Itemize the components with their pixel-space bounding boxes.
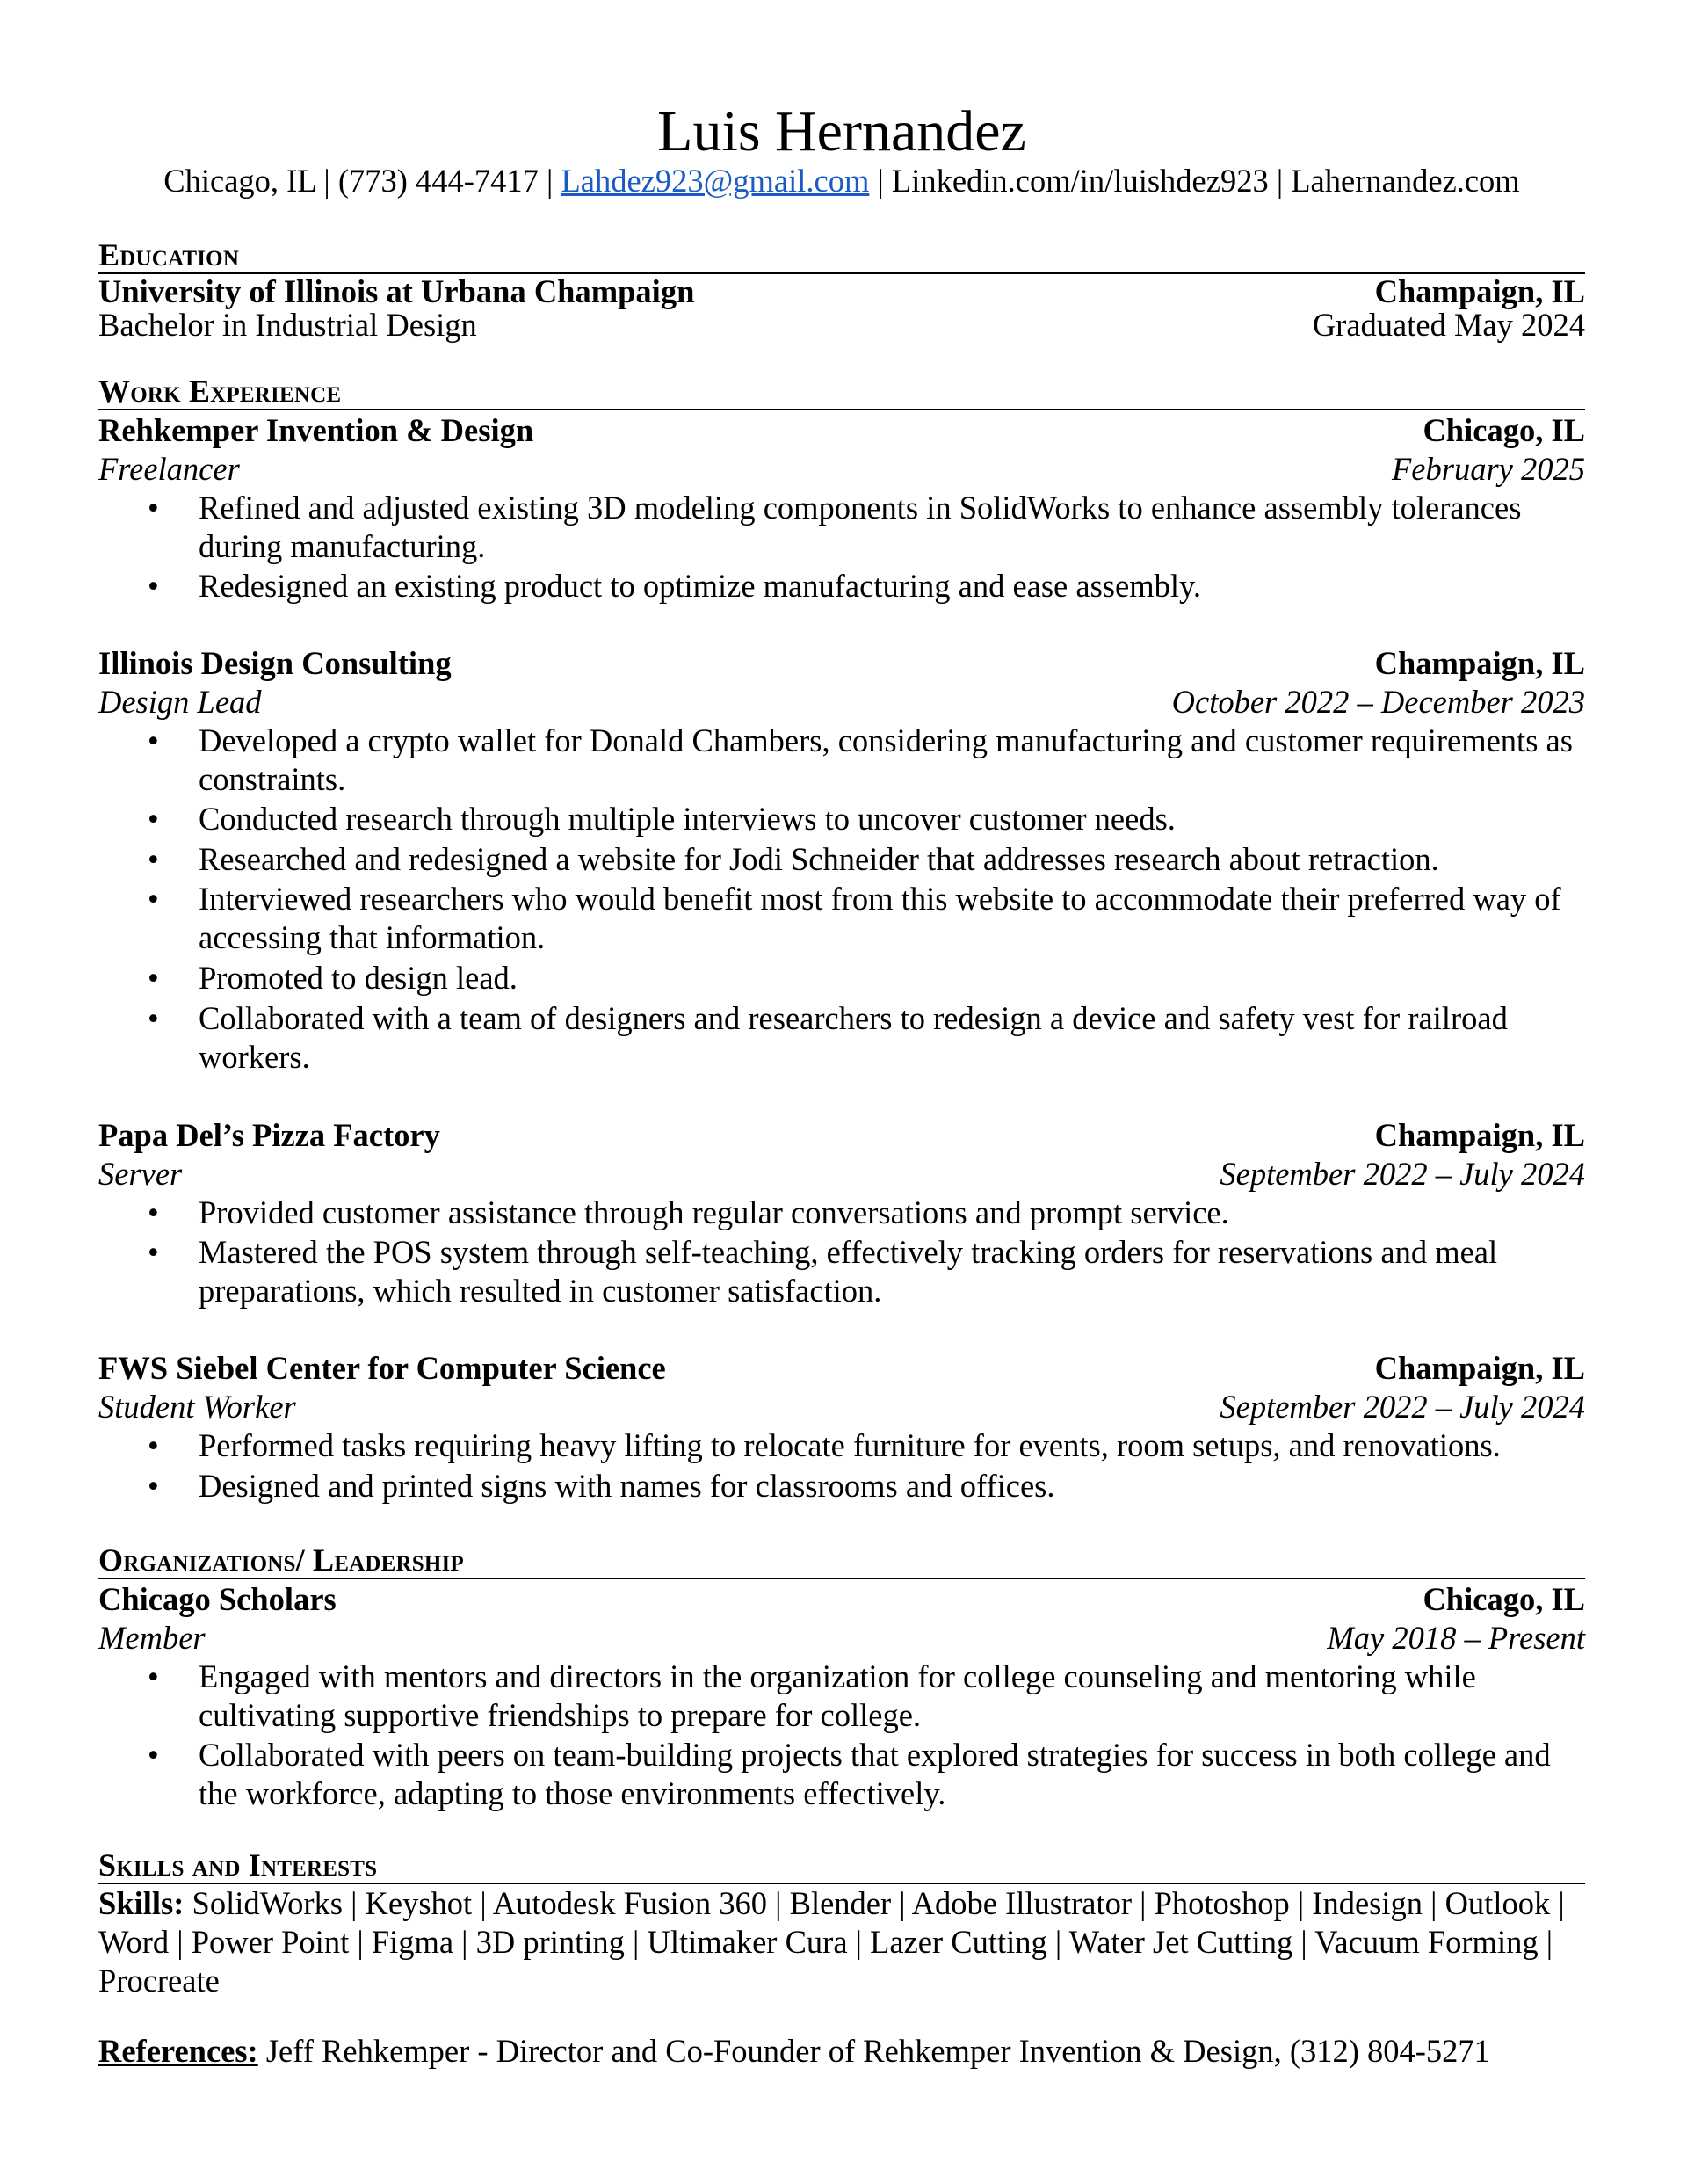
job-header (98, 1116, 1585, 1155)
bullet-text: Redesigned an existing product to optimize manufacturing and ease assembly. (199, 568, 1201, 604)
bullet-icon: • (148, 1427, 159, 1463)
job-role: Design Lead (98, 684, 262, 720)
bullet-icon: • (148, 1468, 159, 1504)
bullet-icon: • (148, 722, 159, 758)
org-role: Member (98, 1620, 206, 1656)
bullet-text: Mastered the POS system through self-teaching, effectively tracking orders for reservations and meal preparations, which resulted in customer satisfaction. (199, 1234, 1498, 1309)
bullet-text: Provided customer assistance through regular conversations and prompt service. (199, 1194, 1229, 1230)
work-heading: Work Experience (98, 374, 1585, 410)
education-heading: Education (98, 237, 1585, 274)
skills-text (98, 1884, 1585, 2000)
organizations-heading: Organizations/ Leadership (98, 1542, 1585, 1579)
job-role: Student Worker (98, 1389, 296, 1425)
references-line (98, 2032, 1585, 2071)
bullet-icon: • (148, 881, 159, 917)
bullet-icon: • (148, 1234, 159, 1270)
bullet-icon: • (148, 490, 159, 526)
bullet-icon: • (148, 568, 159, 604)
skills-label: Skills: (98, 1885, 185, 1921)
bullet-icon: • (148, 841, 159, 877)
org-name: Chicago Scholars (98, 1581, 337, 1617)
job-date: October 2022 – December 2023 (1171, 684, 1585, 720)
school-name: University of Illinois at Urbana Champaign (98, 273, 695, 309)
job-header (98, 644, 1585, 683)
email-link[interactable]: Lahdez923@gmail.com (561, 163, 870, 199)
graduation-date: Graduated May 2024 (1312, 307, 1585, 343)
job-org: Rehkemper Invention & Design (98, 412, 534, 448)
skills-heading: Skills and Interests (98, 1847, 1585, 1884)
job-header (98, 411, 1585, 450)
job-date: September 2022 – July 2024 (1220, 1156, 1585, 1192)
degree-row (98, 306, 1585, 345)
org-role-row (98, 1619, 1585, 1658)
job-date: September 2022 – July 2024 (1220, 1389, 1585, 1425)
bullet-icon: • (148, 960, 159, 996)
bullet-text: Interviewed researchers who would benefit most from this website to accommodate their preferred way of accessing that information. (199, 881, 1561, 955)
job-location: Champaign, IL (1374, 1117, 1585, 1153)
org-location: Chicago, IL (1423, 1581, 1585, 1617)
bullet-text: Promoted to design lead. (199, 960, 518, 996)
degree: Bachelor in Industrial Design (98, 307, 477, 343)
org-header (98, 1580, 1585, 1619)
job-role-row (98, 1388, 1585, 1426)
bullet-icon: • (148, 1737, 159, 1773)
references-text: Jeff Rehkemper - Director and Co-Founder of Rehkemper Invention & Design, (312) 804-5271 (257, 2033, 1490, 2069)
bullet-icon: • (148, 1000, 159, 1036)
job-location: Chicago, IL (1423, 412, 1585, 448)
contact-links: | Linkedin.com/in/luishdez923 | Lahernandez.com (869, 163, 1520, 199)
job-role-row (98, 683, 1585, 722)
bullet-text: Developed a crypto wallet for Donald Chambers, considering manufacturing and customer requirements as constraints. (199, 722, 1573, 797)
job-location: Champaign, IL (1374, 1350, 1585, 1386)
job-role-row (98, 1155, 1585, 1194)
school-location: Champaign, IL (1374, 273, 1585, 309)
bullet-text: Collaborated with peers on team-building projects that explored strategies for success in both college and the workforce, adapting to those environments effectively. (199, 1737, 1551, 1811)
bullet-text: Engaged with mentors and directors in the organization for college counseling and mentoring while cultivating supportive friendships to prepare for college. (199, 1658, 1476, 1733)
job-role: Server (98, 1156, 183, 1192)
job-org: Papa Del’s Pizza Factory (98, 1117, 440, 1153)
job-role-row (98, 450, 1585, 489)
contact-location-phone: Chicago, IL | (773) 444-7417 | (163, 163, 561, 199)
job-header (98, 1349, 1585, 1388)
job-org: Illinois Design Consulting (98, 645, 452, 681)
job-location: Champaign, IL (1374, 645, 1585, 681)
references-label: References: (98, 2033, 258, 2069)
bullet-icon: • (148, 1658, 159, 1694)
contact-line (98, 162, 1585, 200)
bullet-text: Refined and adjusted existing 3D modeling components in SolidWorks to enhance assembly tolerances during manufacturing. (199, 490, 1522, 564)
skills-list: SolidWorks | Keyshot | Autodesk Fusion 360 | Blender | Adobe Illustrator | Photoshop | Indesign | Outlook | Word | Power Point | Figma | 3D printing | Ultimaker Cura | Lazer Cutting | Water Jet Cutting | Vacuum Forming | Procreate (98, 1885, 1565, 1999)
job-org: FWS Siebel Center for Computer Science (98, 1350, 666, 1386)
bullet-text: Performed tasks requiring heavy lifting to relocate furniture for events, room setups, and renovations. (199, 1427, 1501, 1463)
job-date: February 2025 (1392, 451, 1585, 487)
org-date: May 2018 – Present (1327, 1620, 1585, 1656)
bullet-text: Designed and printed signs with names for classrooms and offices. (199, 1468, 1055, 1504)
job-role: Freelancer (98, 451, 240, 487)
bullet-text: Collaborated with a team of designers and researchers to redesign a device and safety vest for railroad workers. (199, 1000, 1508, 1075)
bullet-text: Researched and redesigned a website for Jodi Schneider that addresses research about retraction. (199, 841, 1439, 877)
resume-name: Luis Hernandez (657, 99, 1026, 163)
bullet-icon: • (148, 1194, 159, 1230)
bullet-text: Conducted research through multiple interviews to uncover customer needs. (199, 801, 1176, 837)
bullet-icon: • (148, 801, 159, 837)
